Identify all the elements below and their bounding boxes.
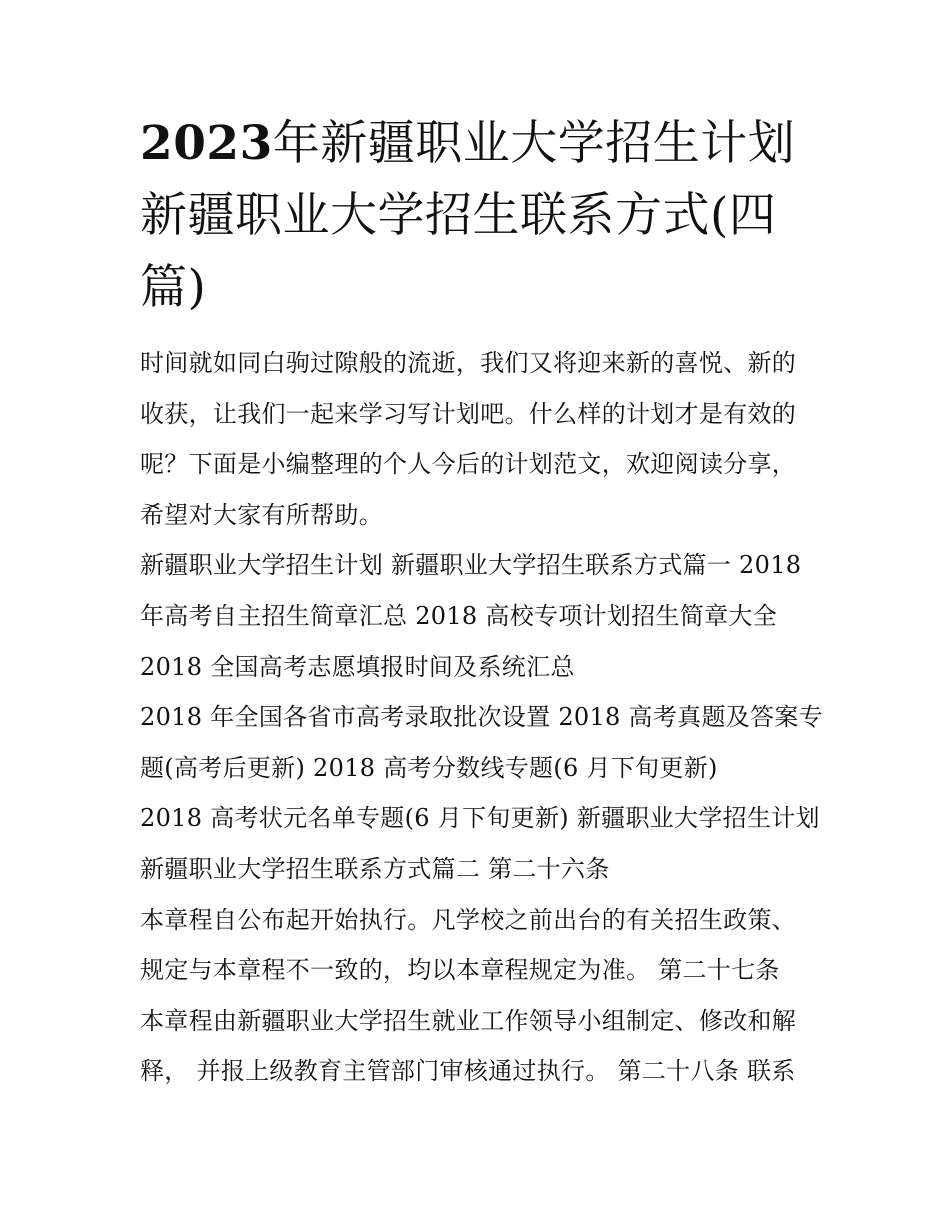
body-line: 希望对大家有所帮助。 bbox=[140, 500, 383, 529]
document-body bbox=[140, 338, 823, 1097]
body-line: 时间就如同白驹过隙般的流逝，我们又将迎来新的喜悦、新的 bbox=[140, 349, 797, 377]
body-line: 释， 并报上级教育主管部门审核通过执行。 第二十八条 联系 bbox=[140, 1057, 796, 1086]
body-line: 新疆职业大学招生计划 新疆职业大学招生联系方式篇一 2018 bbox=[140, 551, 802, 580]
body-line: 收获，让我们一起来学习写计划吧。什么样的计划才是有效的 bbox=[140, 399, 797, 428]
title-line-1-text: 年新疆职业大学招生计划 bbox=[272, 116, 796, 171]
body-line: 规定与本章程不一致的，均以本章程规定为准。 第二十七条 bbox=[140, 956, 780, 985]
title-line-1 bbox=[140, 108, 818, 180]
title-year: 2023 bbox=[140, 116, 273, 171]
body-line: 题(高考后更新) 2018 高考分数线专题(6 月下旬更新) bbox=[140, 753, 718, 782]
body-line: 呢？下面是小编整理的个人今后的计划范文，欢迎阅读分享， bbox=[140, 450, 797, 479]
body-line: 2018 全国高考志愿填报时间及系统汇总 bbox=[140, 652, 575, 681]
body-line: 2018 高考状元名单专题(6 月下旬更新) 新疆职业大学招生计划 bbox=[140, 804, 820, 833]
title-line-2: 新疆职业大学招生联系方式(四 bbox=[140, 188, 777, 243]
title-line-3: 篇) bbox=[140, 260, 207, 315]
body-line: 2018 年全国各省市高考录取批次设置 2018 高考真题及答案专 bbox=[140, 703, 823, 732]
document-title bbox=[140, 108, 818, 324]
body-line: 年高考自主招生简章汇总 2018 高校专项计划招生简章大全 bbox=[140, 601, 778, 630]
body-line: 新疆职业大学招生联系方式篇二 第二十六条 bbox=[140, 854, 610, 883]
document-page bbox=[140, 108, 823, 1097]
body-line: 本章程由新疆职业大学招生就业工作领导小组制定、修改和解 bbox=[140, 1006, 797, 1035]
body-line: 本章程自公布起开始执行。凡学校之前出台的有关招生政策、 bbox=[140, 905, 797, 934]
